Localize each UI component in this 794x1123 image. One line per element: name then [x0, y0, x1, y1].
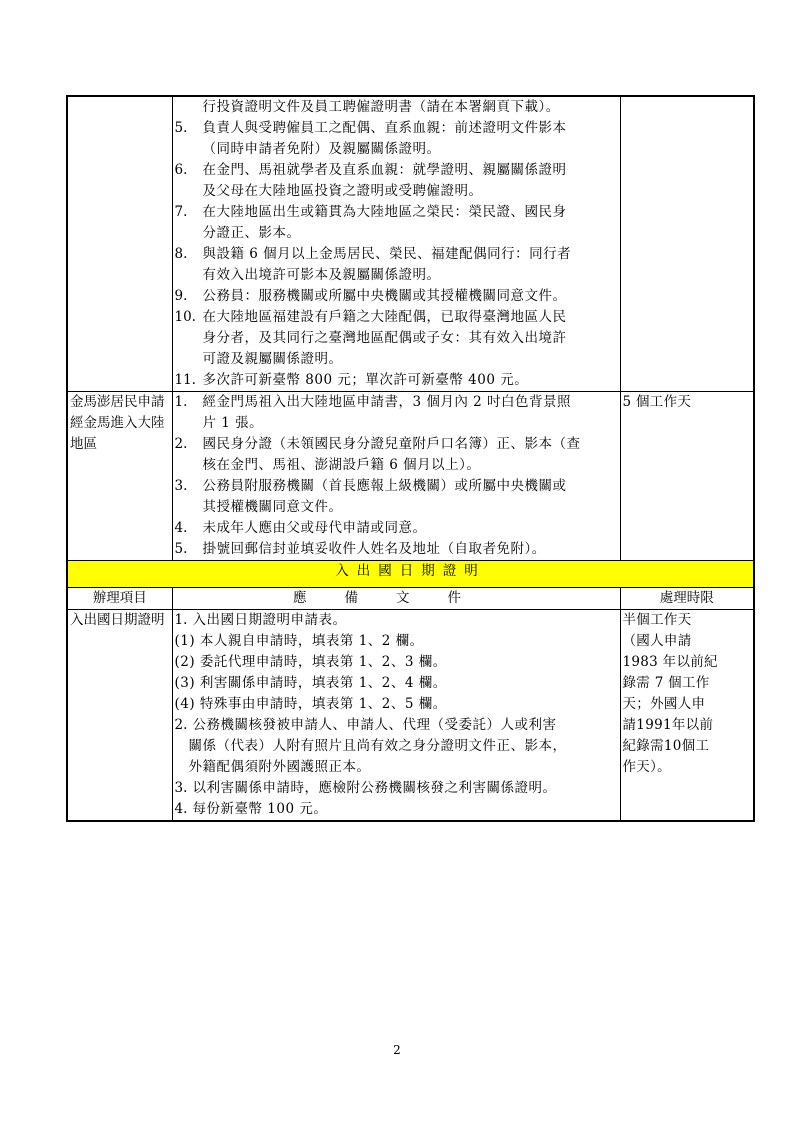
list-item: 6. 在金門、馬祖就學者及直系血親：就學證明、親屬關係證明: [174, 162, 567, 178]
time-cell: 5 個工作天: [620, 392, 754, 561]
list-item: 行投資證明文件及員工聘僱證明書（請在本署網頁下載）。: [202, 99, 560, 115]
list-item: 2. 公務機關核發被申請人、申請人、代理（受委託）人或利害: [174, 717, 557, 733]
time-cell: [620, 96, 754, 392]
time-line: 半個工作天: [622, 612, 692, 628]
time-line: 紀錄需10個工: [622, 738, 710, 754]
table-header-row: [67, 588, 754, 610]
time-line: 1983 年以前紀: [622, 654, 718, 670]
header-docs-label: 應備文件: [293, 590, 499, 606]
application-requirements-table: [66, 95, 755, 822]
list-item-cont: 外籍配偶須附外國護照正本。: [188, 759, 371, 775]
list-item: 3. 公務員附服務機關（首長應報上級機關）或所屬中央機關或: [174, 478, 567, 494]
documents-cell: [172, 392, 620, 561]
list-subitem: (1) 本人親自申請時，填表第 1、2 欄。: [174, 633, 424, 649]
item-name-cell: 金馬澎居民申請經金馬進入大陸地區: [67, 392, 172, 561]
list-item: 1. 入出國日期證明申請表。: [174, 612, 347, 628]
time-line: （國人申請: [622, 633, 692, 649]
list-item-cont: 片 1 張。: [202, 415, 264, 431]
list-item: 5. 負責人與受聘僱員工之配偶、直系血親：前述證明文件影本: [174, 120, 567, 136]
list-item: 4. 每份新臺幣 100 元。: [174, 801, 328, 817]
list-item-cont: 核在金門、馬祖、澎湖設戶籍 6 個月以上）。: [202, 457, 481, 473]
list-item-cont: 身分者，及其同行之臺灣地區配偶或子女：其有效入出境許: [202, 330, 567, 346]
documents-cell: [172, 96, 620, 392]
list-item-cont: 可證及親屬關係證明。: [202, 351, 343, 367]
list-item-cont: 有效入出境許可影本及親屬關係證明。: [202, 267, 441, 283]
list-item-cont: 及父母在大陸地區投資之證明或受聘僱證明。: [202, 183, 483, 199]
list-item: 1. 經金門馬祖入出大陸地區申請書，3 個月內 2 吋白色背景照: [174, 394, 572, 410]
list-item: 10. 在大陸地區福建設有戶籍之大陸配偶，已取得臺灣地區人民: [174, 309, 567, 325]
section-title: 入出國日期證明: [67, 561, 754, 588]
header-docs: [172, 588, 620, 610]
list-item-cont: （同時申請者免附）及親屬關係證明。: [202, 141, 441, 157]
section-title-row: [67, 561, 754, 588]
list-subitem: (3) 利害關係申請時，填表第 1、2、4 欄。: [174, 675, 447, 691]
list-item: 11. 多次許可新臺幣 800 元；單次許可新臺幣 400 元。: [174, 372, 529, 388]
list-item: 2. 國民身分證（未領國民身分證兒童附戶口名簿）正、影本（查: [174, 436, 581, 452]
list-item: 5. 掛號回郵信封並填妥收件人姓名及地址（自取者免附）。: [174, 541, 546, 557]
list-item: 9. 公務員：服務機關或所屬中央機關或其授權機關同意文件。: [174, 288, 567, 304]
list-item-cont: 其授權機關同意文件。: [202, 499, 343, 515]
time-line: 請1991年以前: [622, 717, 714, 733]
item-name-cell: 入出國日期證明: [67, 610, 172, 822]
time-cell: [620, 610, 754, 822]
list-item-cont: 關係（代表）人附有照片且尚有效之身分證明文件正、影本，: [188, 738, 567, 754]
list-item: 7. 在大陸地區出生或籍貫為大陸地區之榮民：榮民證、國民身: [174, 204, 567, 220]
page-number: 2: [393, 1043, 401, 1057]
list-item: 8. 與設籍 6 個月以上金馬居民、榮民、福建配偶同行：同行者: [174, 246, 572, 262]
list-subitem: (2) 委託代理申請時，填表第 1、2、3 欄。: [174, 654, 447, 670]
list-item: 3. 以利害關係申請時，應檢附公務機關核發之利害關係證明。: [174, 780, 557, 796]
time-line: 錄需 7 個工作: [622, 675, 710, 691]
table-row-previous: [67, 96, 754, 392]
table-row-kinmen: [67, 392, 754, 561]
list-item-cont: 分證正、影本。: [202, 225, 301, 241]
list-item: 4. 未成年人應由父或母代申請或同意。: [174, 520, 427, 536]
table-row-entry-exit: [67, 610, 754, 822]
list-subitem: (4) 特殊事由申請時，填表第 1、2、5 欄。: [174, 696, 447, 712]
time-line: 作天）。: [622, 759, 671, 775]
header-item: 辦理項目: [67, 588, 172, 610]
documents-cell: [172, 610, 620, 822]
header-time: 處理時限: [620, 588, 754, 610]
item-name-cell: [67, 96, 172, 392]
time-line: 天；外國人申: [622, 696, 706, 712]
